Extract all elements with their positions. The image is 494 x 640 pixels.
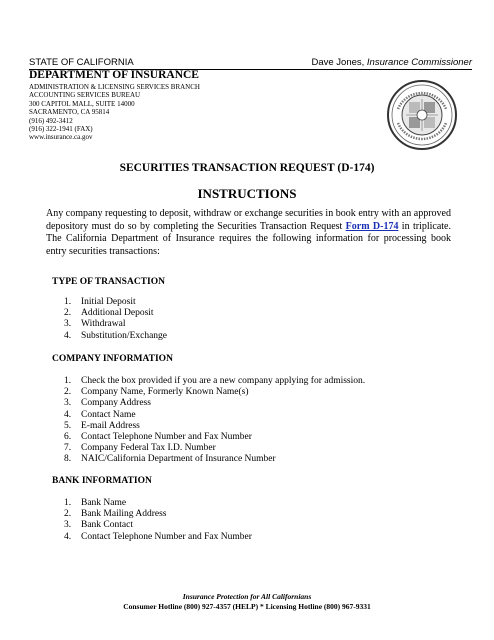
address-line: (916) 322-1941 (FAX) <box>29 125 93 134</box>
form-d174-link[interactable]: Form D-174 <box>345 220 399 232</box>
list-item: 8. NAIC/California Department of Insurance Number <box>64 454 276 465</box>
list-item: 5. E-mail Address <box>64 420 140 431</box>
list-item: 1. Bank Name <box>64 498 127 508</box>
section-heading-company-info: COMPANY INFORMATION <box>52 354 173 364</box>
california-seal-icon <box>386 79 458 151</box>
list-item: 2. Company Name, Formerly Known Name(s) <box>64 387 249 398</box>
list-item: 4. Substitution/Exchange <box>64 330 168 341</box>
footer-tagline: Insurance Protection for All Californians <box>182 592 312 601</box>
section-heading-transaction-type: TYPE OF TRANSACTION <box>52 277 165 287</box>
address-line: www.insurance.ca.gov <box>29 133 93 142</box>
list-item: 3. Withdrawal <box>64 319 126 330</box>
address-line: ADMINISTRATION & LICENSING SERVICES BRANCH <box>29 83 200 91</box>
department-name: DEPARTMENT OF INSURANCE <box>29 69 199 81</box>
list-item: 3. Bank Contact <box>64 520 133 531</box>
address-line: SACRAMENTO, CA 95814 <box>29 108 110 117</box>
footer-hotlines: Consumer Hotline (800) 927-4357 (HELP) * Licensing Hotline (800) 967-9331 <box>123 602 371 611</box>
bank-info-list <box>64 498 252 543</box>
list-item: 1. Check the box provided if you are a new company applying for admission. <box>64 376 366 386</box>
document-title: SECURITIES TRANSACTION REQUEST (D-174) <box>119 162 375 174</box>
list-item: 4. Contact Telephone Number and Fax Number <box>64 531 252 542</box>
intro-paragraph <box>46 208 451 258</box>
address-line: (916) 492-3412 <box>29 116 73 125</box>
section-heading-bank-info: BANK INFORMATION <box>52 476 152 486</box>
list-item: 4. Contact Name <box>64 409 136 420</box>
list-item: 3. Company Address <box>64 398 151 409</box>
state-label: STATE OF CALIFORNIA <box>29 57 134 68</box>
department-address <box>29 83 200 142</box>
commissioner-name: Dave Jones, <box>311 57 367 68</box>
list-item: 7. Company Federal Tax I.D. Number <box>64 443 216 454</box>
address-line: ACCOUNTING SERVICES BUREAU <box>29 91 141 100</box>
header-bar <box>29 56 472 70</box>
intro-text: in triplicate. The California Department of Insurance requires the following information for processing book entry securities transactions: <box>46 220 451 257</box>
list-item: 6. Contact Telephone Number and Fax Number <box>64 432 252 443</box>
address-line: 300 CAPITOL MALL, SUITE 14000 <box>29 99 135 108</box>
list-item: 2. Bank Mailing Address <box>64 509 167 520</box>
document-subtitle: INSTRUCTIONS <box>197 186 297 201</box>
list-item: 1. Initial Deposit <box>64 297 136 307</box>
list-item: 2. Additional Deposit <box>64 308 154 319</box>
commissioner-title: Insurance Commissioner <box>366 57 472 68</box>
transaction-type-list <box>64 297 167 342</box>
company-info-list <box>64 376 365 466</box>
intro-text: Any company requesting to deposit, withdraw or exchange securities in book entry with an approved depository must do so by completing the Securities Transaction Request <box>46 208 451 232</box>
commissioner-label <box>311 56 472 69</box>
